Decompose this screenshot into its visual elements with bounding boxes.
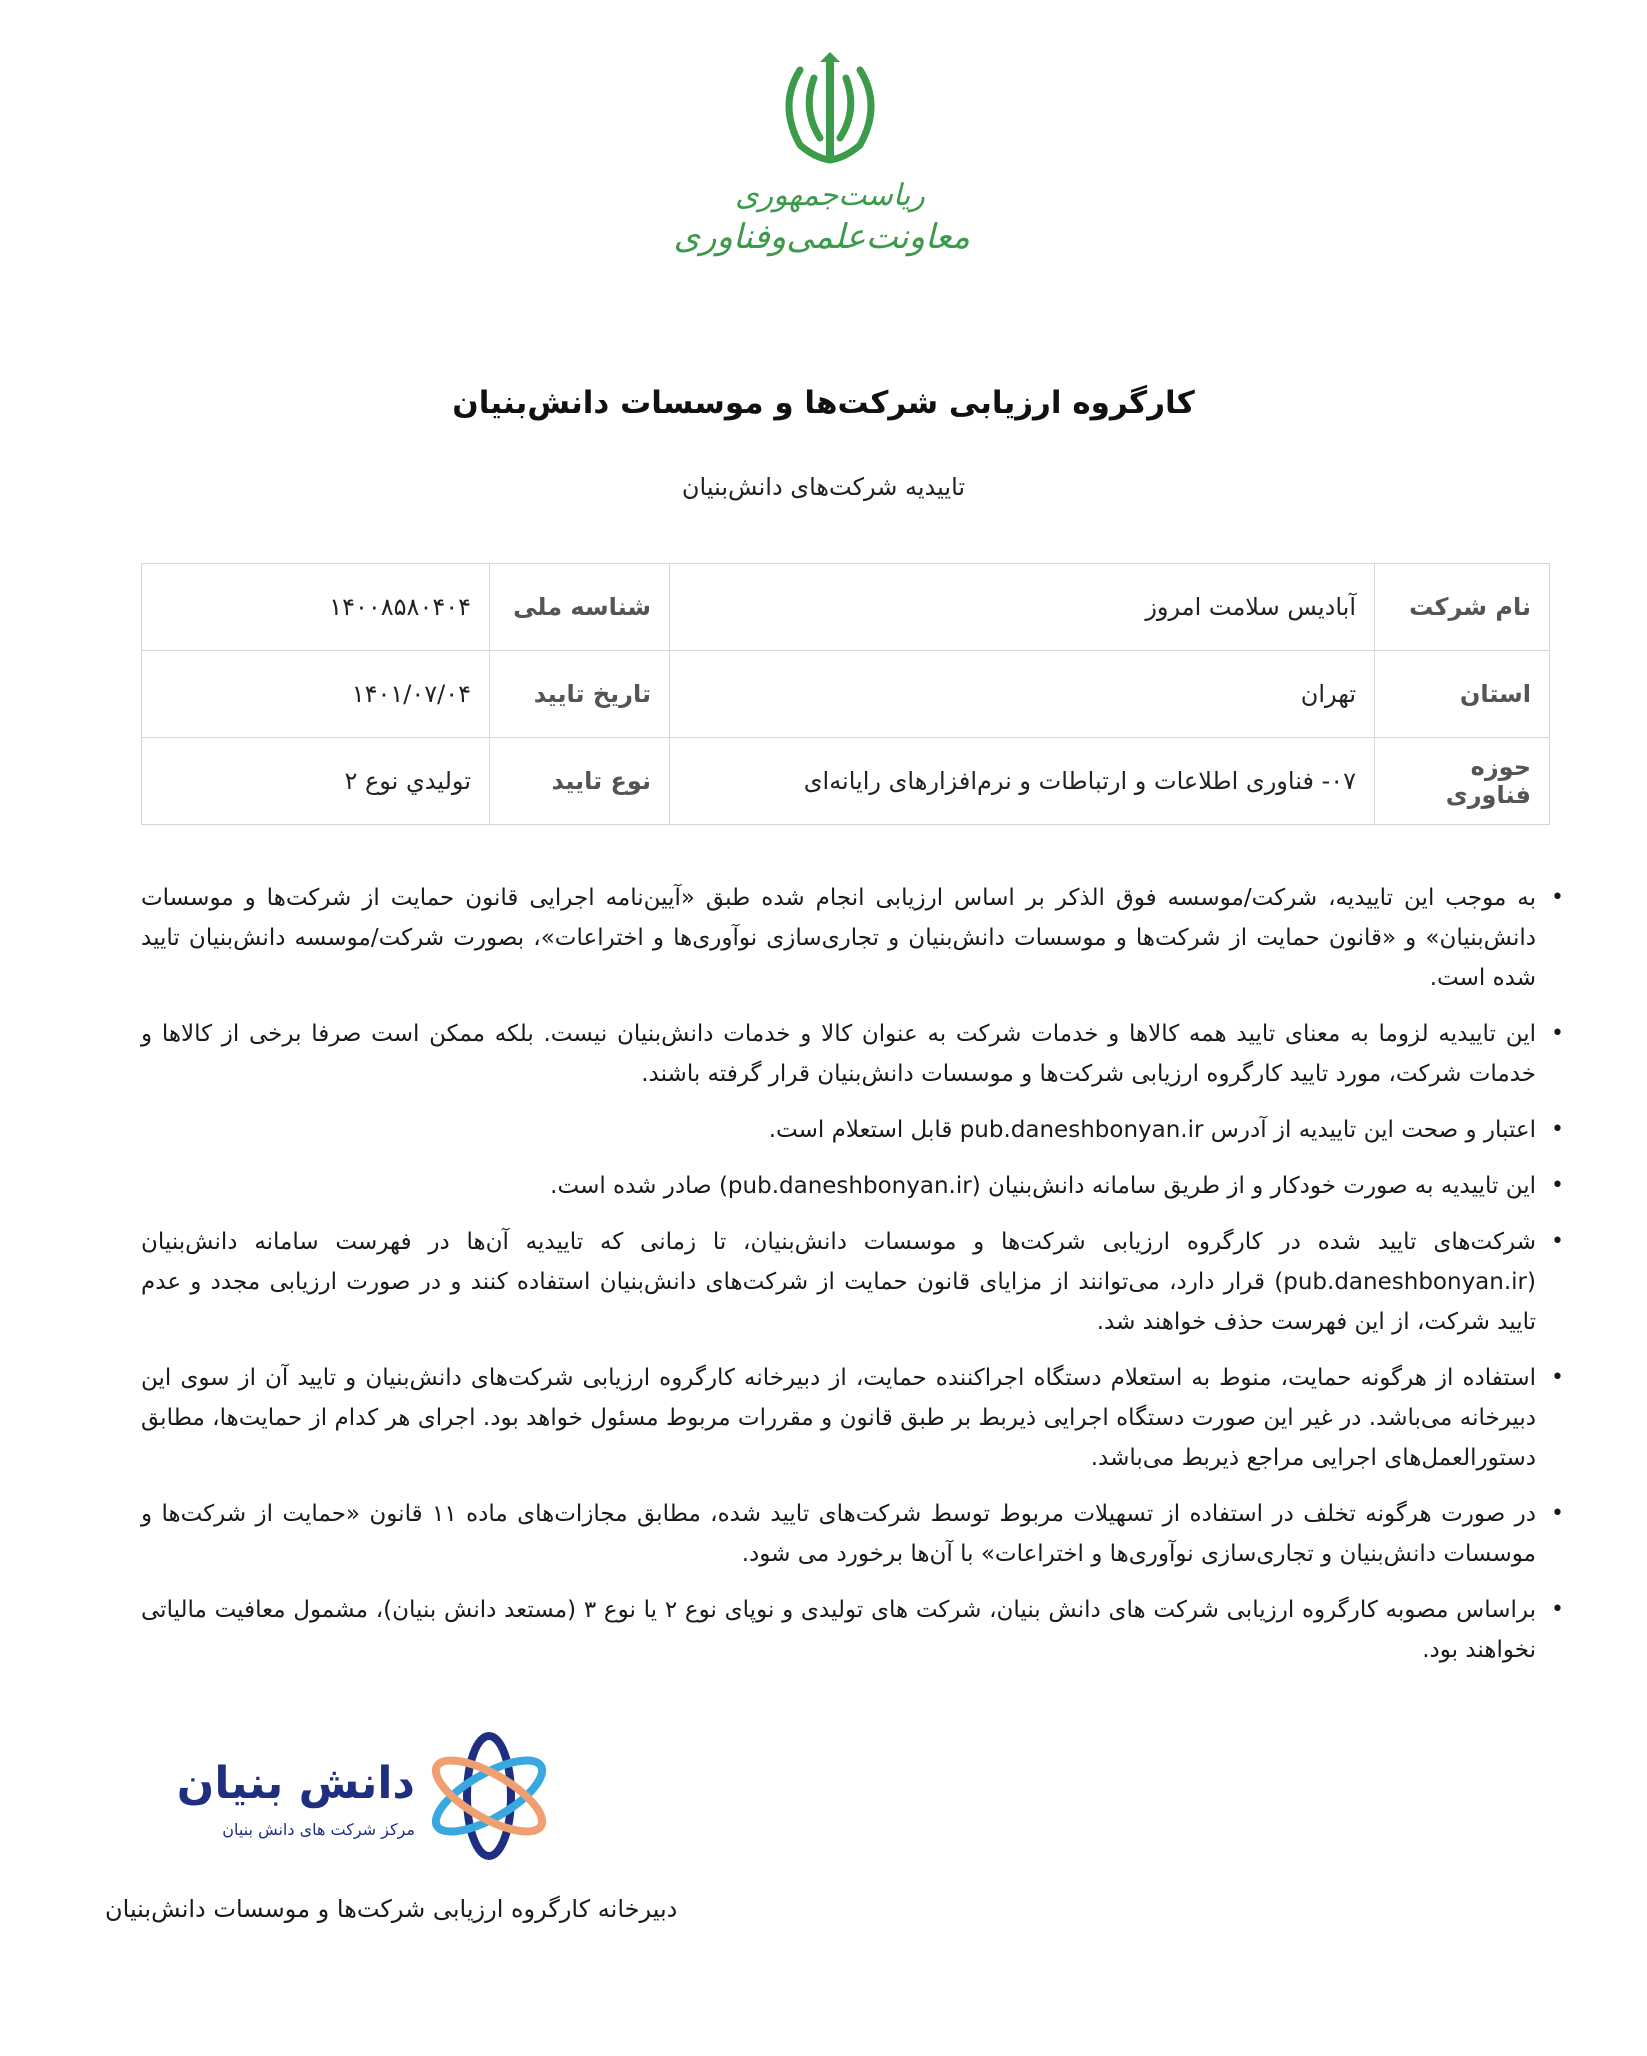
list-item-text: به موجب این تاییدیه، شرکت/موسسه فوق الذکر بر اساس ارزیابی انجام شده طبق «آیین‌نامه اجرایی قانون حمایت از شرکت‌ها و موسسات دانش‌بنیان» و «قانون حمایت از شرکت‌ها و موسسات دانش‌بنیان و تجاری‌سازی نوآوری‌ها و اختراعات»، بصورت شرکت/موسسه دانش‌بنیان تایید شده است. — [141, 885, 1536, 991]
logo-tagline: مرکز شرکت های دانش بنیان — [222, 1820, 415, 1839]
list-item-text: شرکت‌های تایید شده در کارگروه ارزیابی شرکت‌ها و موسسات دانش‌بنیان، تا زمانی که تاییدیه آن‌ها در فهرست سامانه دانش‌بنیان (pub.daneshbonyan.ir) قرار دارد، می‌توانند از مزایای قانون حمایت از شرکت‌های دانش‌بنیان استفاده کنند و در صورت ارزیابی مجدد و عدم تایید شرکت، از این فهرست حذف خواهند شد. — [141, 1229, 1536, 1335]
label-company-name: نام شرکت — [1375, 564, 1550, 651]
daneshbonyan-logo — [176, 1728, 555, 1878]
list-item — [141, 1014, 1564, 1094]
list-item-text: این تاییدیه لزوما به معنای تایید همه کالاها و خدمات شرکت به عنوان کالا و خدمات دانش‌بنیان نیست. بلکه ممکن است صرفا برخی از کالاها و خدمات شرکت، مورد تایید کارگروه ارزیابی شرکت‌ها و موسسات دانش‌بنیان قرار گرفته باشند. — [141, 1021, 1536, 1087]
bullet-icon: • — [1551, 885, 1564, 910]
list-item-text: براساس مصوبه کارگروه ارزیابی شرکت های دانش بنیان، شرکت های تولیدی و نوپای نوع ۲ یا نوع ۳ (مستعد دانش بنیان)، مشمول معافیت مالیاتی نخواهند بود. — [141, 1597, 1536, 1663]
value-province: تهران — [670, 651, 1375, 738]
atom-logo-icon — [423, 1728, 555, 1864]
table-row — [142, 564, 1550, 651]
iran-emblem-icon — [770, 50, 890, 170]
list-item — [141, 1494, 1564, 1574]
value-approval-date: ۱۴۰۱/۰۷/۰۴ — [142, 651, 490, 738]
list-item-text: اعتبار و صحت این تاییدیه از آدرس pub.daneshbonyan.ir قابل استعلام است. — [768, 1117, 1536, 1143]
bullet-icon: • — [1551, 1117, 1564, 1142]
label-technology-field: حوزه فناوری — [1375, 738, 1550, 825]
list-item — [141, 1222, 1564, 1342]
footer-secretariat: دبیرخانه کارگروه ارزیابی شرکت‌ها و موسسات دانش‌بنیان — [105, 1895, 678, 1923]
bullet-icon: • — [1551, 1229, 1564, 1254]
value-company-name: آبادیس سلامت امروز — [670, 564, 1375, 651]
label-province: استان — [1375, 651, 1550, 738]
emblem-line-vice-presidency: معاونت‌علمی‌وفناوری — [673, 217, 970, 257]
terms-list — [141, 878, 1564, 1686]
logo-name: دانش بنیان — [176, 1758, 415, 1809]
list-item — [141, 1358, 1564, 1478]
value-approval-type: توليدي نوع ۲ — [142, 738, 490, 825]
value-technology-field: ۰۷- فناوری اطلاعات و ارتباطات و نرم‌افزارهای رایانه‌ای — [670, 738, 1375, 825]
bullet-icon: • — [1551, 1365, 1564, 1390]
label-approval-date: تاریخ تایید — [490, 651, 670, 738]
bullet-icon: • — [1551, 1173, 1564, 1198]
list-item-text: در صورت هرگونه تخلف در استفاده از تسهیلات مربوط توسط شرکت‌های تایید شده، مطابق مجازات‌های ماده ۱۱ قانون «حمایت از شرکت‌ها و موسسات دانش‌بنیان و تجاری‌سازی نوآوری‌ها و اختراعات» با آن‌ها برخورد می شود. — [141, 1501, 1536, 1567]
bullet-icon: • — [1551, 1021, 1564, 1046]
value-national-id: ۱۴۰۰۸۵۸۰۴۰۴ — [142, 564, 490, 651]
list-item — [141, 1590, 1564, 1670]
company-info-table — [141, 563, 1550, 825]
table-row — [142, 651, 1550, 738]
page-subtitle: تاییدیه شرکت‌های دانش‌بنیان — [681, 473, 966, 501]
label-approval-type: نوع تایید — [490, 738, 670, 825]
list-item-text: استفاده از هرگونه حمایت، منوط به استعلام دستگاه اجراکننده حمایت، از دبیرخانه کارگروه ارزیابی شرکت‌های دانش‌بنیان و تایید آن از سوی این دبیرخانه می‌باشد. در غیر این صورت دستگاه اجرایی ذیربط بر طبق قانون و مقررات مربوط مسئول خواهد بود. اجرای هر کدام از حمایت‌ها، مطابق دستورالعمل‌های اجرایی مراجع ذیربط می‌باشد. — [141, 1365, 1536, 1471]
page-title: کارگروه ارزیابی شرکت‌ها و موسسات دانش‌بنیان — [452, 385, 1195, 421]
bullet-icon: • — [1551, 1597, 1564, 1622]
table-row — [142, 738, 1550, 825]
list-item-text: این تاییدیه به صورت خودکار و از طریق سامانه دانش‌بنیان (pub.daneshbonyan.ir) صادر شده است. — [550, 1173, 1536, 1199]
label-national-id: شناسه ملی — [490, 564, 670, 651]
list-item — [141, 878, 1564, 998]
bullet-icon: • — [1551, 1501, 1564, 1526]
list-item — [141, 1166, 1564, 1206]
emblem-line-presidency: ریاست‌جمهوری — [735, 178, 925, 213]
government-emblem — [673, 50, 970, 300]
list-item — [141, 1110, 1564, 1150]
